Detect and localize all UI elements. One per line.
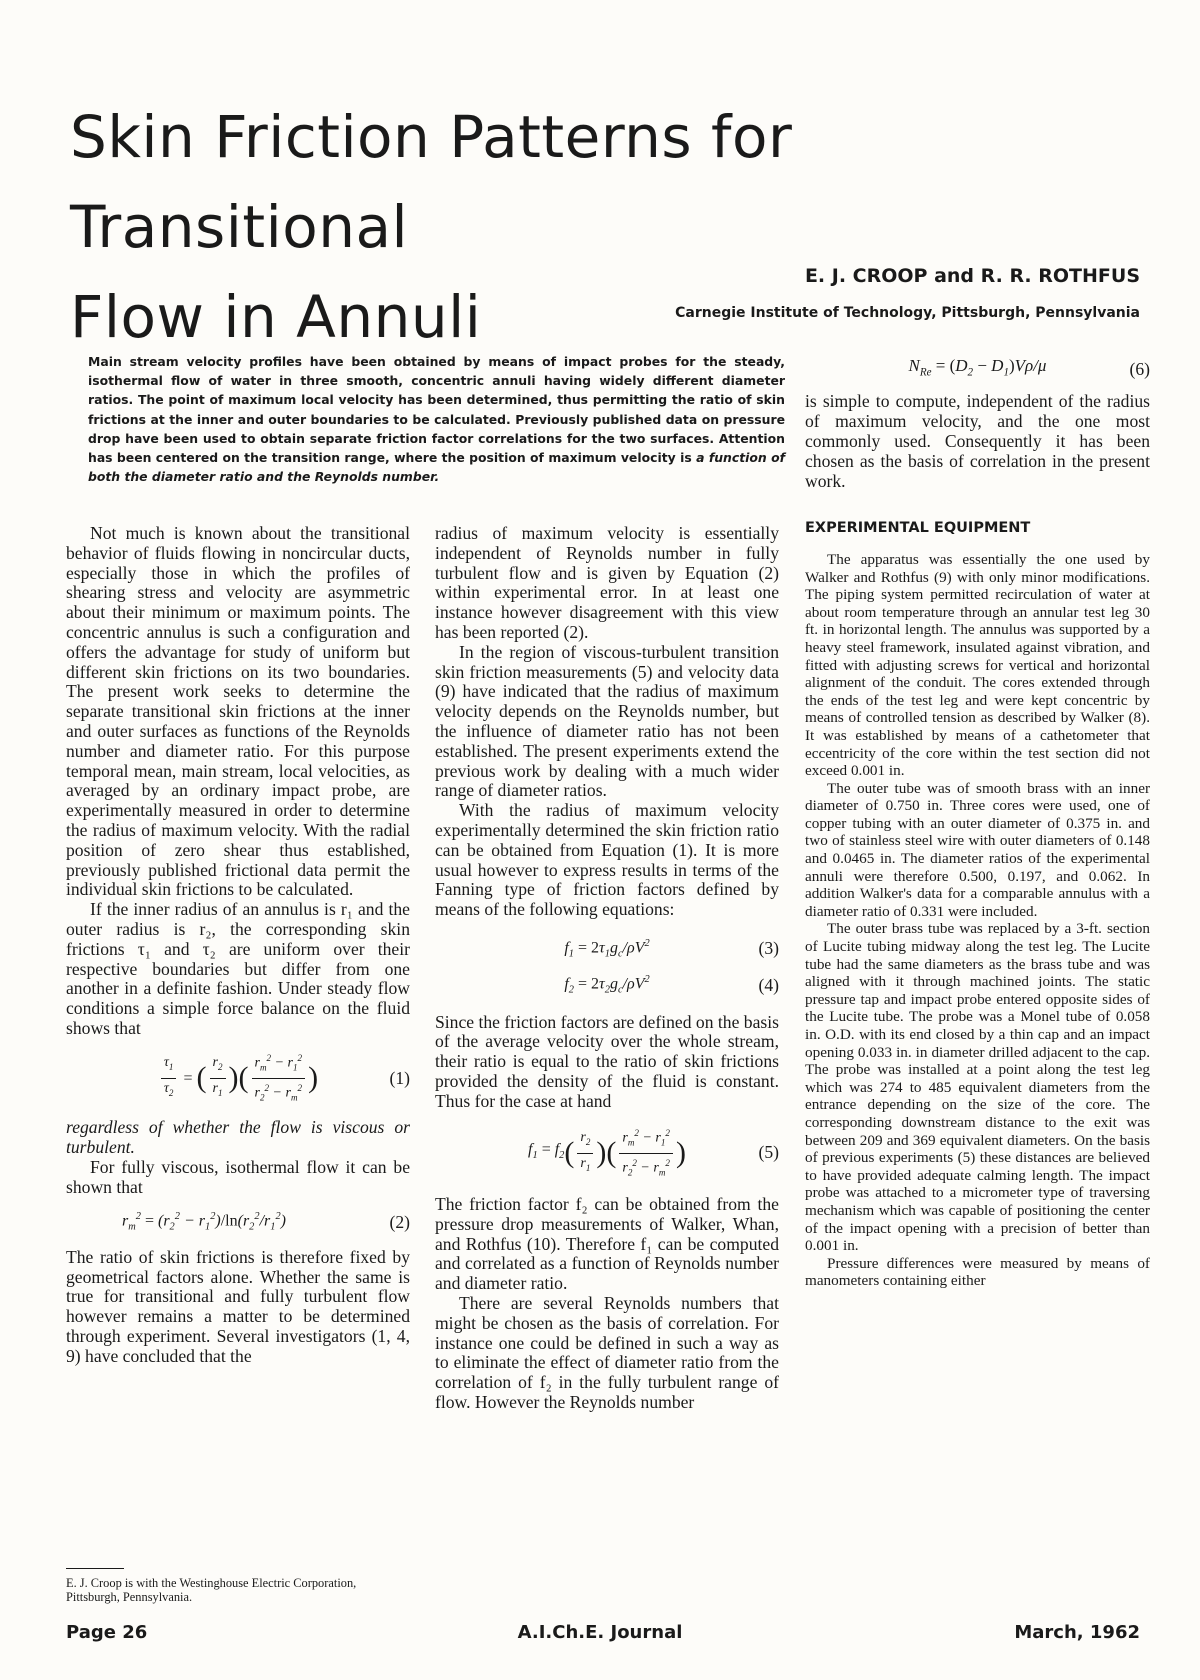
column-2 (435, 524, 779, 1413)
col3-paragraph-5: Pressure differences were measured by means of manometers containing either (805, 1254, 1150, 1290)
col3-paragraph-3: The outer tube was of smooth brass with an inner diameter of 0.750 in. Three cores were used, one of copper tubing with an outer diameter of 0.375 in. and two of stainless steel wire with outer diameters of 0.148 and 0.0465 in. The diameter ratios of the experimental annuli were therefore 0.500, 0.197, and 0.062. In addition Walker's data for a comparable annulus with a diameter ratio of 0.331 were included. (805, 779, 1150, 920)
col1-paragraph-2: If the inner radius of an annulus is r₁ and the outer radius is r₂, the corresponding skin frictions τ₁ and τ₂ are uniform over their respective boundaries but differ from one another in a definite fashion. Under steady flow conditions a simple force balance on the fluid shows that (66, 899, 410, 1038)
equation-2: $r_m^2 = (r_2^2 - r_1^2)/\ln(r_2^2/r_1^2)$ (2) (122, 1211, 410, 1233)
col2-paragraph-4: Since the friction factors are defined on the basis of the average velocity over the whole stream, their ratio is equal to the ratio of skin frictions provided the density of the fluid is constant. Thus for the case at hand (435, 1011, 779, 1111)
footnote-rule (66, 1568, 124, 1569)
equation-1: $\frac{\tau_1}{\tau_2}$ = ( $\frac{r_2}{r_1}$ ) ( $\frac{r_m^2 - r_1^2}{r_2^2 - r_m^2}$ ) (1) (66, 1049, 410, 1109)
col1-paragraph-3: regardless of whether the flow is viscous or turbulent. (66, 1117, 410, 1158)
equation-4: $f_2 = 2\tau_2g_c/\rho V^2$ (4) (564, 974, 779, 996)
footnote: E. J. Croop is with the Westinghouse Electric Corporation, Pittsburgh, Pennsylvania. (66, 1576, 357, 1604)
col1-paragraph-4: For fully viscous, isothermal flow it can be shown that (66, 1156, 410, 1197)
equation-3-number: (3) (758, 938, 779, 959)
authors: E. J. CROOP and R. R. ROTHFUS (804, 265, 1140, 287)
equation-1-number: (1) (389, 1067, 410, 1088)
col2-paragraph-2: In the region of viscous-turbulent transition skin friction measurements (5) and velocity data (9) have indicated that the radius of maximum velocity depends on the Reynolds number, but the influence of diameter ratio has not been established. The present experiments extend the previous work by dealing with a much wider range of diameter ratios. (435, 641, 779, 801)
footer-date: March, 1962 (1014, 1622, 1140, 1643)
equation-6: $N_{Re} = (D_2 - D_1)V\rho/\mu$ (6) (908, 356, 1150, 379)
equation-3: $f_1 = 2\tau_1g_c/\rho V^2$ (3) (564, 937, 779, 960)
col2-paragraph-5: The friction factor f₂ can be obtained from the pressure drop measurements of Walker, Whan, and Rothfus (10). Therefore f₁ can be computed and correlated as a function of Reynolds number and diameter ratio. (435, 1194, 779, 1294)
col3-paragraph-2: The apparatus was essentially the one used by Walker and Rothfus (9) with only minor modifications. The piping system permitted recirculation of water at about room temperature through an annular test leg 30 ft. in horizontal length. The annulus was supported by a heavy steel framework, insulated against vibration, and fitted with adjusting screws for vertical and horizontal alignment of the conduit. The cores extended through the ends of the test leg and were kept concentric by means of controlled tension as described by Walker (8). It was established by means of a cathetometer that eccentricity of the core within the test section did not exceed 0.001 in. (805, 550, 1150, 780)
equation-2-number: (2) (389, 1211, 410, 1232)
abstract (88, 352, 785, 486)
footer-journal: A.I.Ch.E. Journal (517, 1622, 683, 1643)
col3-paragraph-4: The outer brass tube was replaced by a 3-ft. section of Lucite tubing midway along the test leg. The Lucite tube had the same diameters as the brass tube and was aligned with it through machined joints. The static pressure tap and impact probe entered opposite sides of the Lucite tube. The probe was a Monel tube of 0.058 in. O.D. with its end closed by a thin cap and an impact opening 0.033 in. in diameter drilled adjacent to the cap. The probe was installed at a point along the test leg which was 274 to 485 equivalent diameters from the entrance depending on the size of the core. The corresponding downstream distance to the exit was between 209 and 369 equivalent diameters. On the basis of previous experiments (5) these distances are believed to have provided adequate calming length. The impact probe was attached to a micrometer type of traversing mechanism which was capable of positioning the center of the impact opening with a precision of better than 0.001 in. (805, 920, 1150, 1255)
equation-5: $f_1 = f_2$ ( $\frac{r_2}{r_1}$ ) ( $\frac{r_m^2 - r_1^2}{r_2^2 - r_m^2}$ ) (5) (435, 1124, 779, 1184)
col3-paragraph-1: is simple to compute, independent of the radius of maximum velocity, and the one most commonly used. Consequently it has been chosen as the basis of correlation in the present work. (805, 391, 1150, 492)
title-line-2: Flow in Annuli (70, 283, 482, 351)
col1-paragraph-1: Not much is known about the transitional behavior of fluids flowing in noncircular ducts, especially those in which the profiles of shearing stress and velocity are asymmetric about their minimum or maximum points. The concentric annulus is such a configuration and offers the advantage for study of uniform but different skin frictions on its two boundaries. The present work seeks to determine the separate transitional skin frictions at the inner and outer surfaces as functions of the Reynolds number and diameter ratio. For this purpose temporal mean, main stream, local velocities, as averaged by an ordinary impact probe, are experimentally measured in order to determine the radius of maximum velocity. With the radial position of zero shear thus established, previously published frictional data permit the individual skin frictions to be calculated. (66, 523, 410, 900)
col2-paragraph-6: There are several Reynolds numbers that might be chosen as the basis of correlation. For instance one could be defined in such a way as to eliminate the effect of diameter ratio from the correlation of f₂ in the fully turbulent range of flow. However the Reynolds number (435, 1293, 779, 1413)
col1-paragraph-5: The ratio of skin frictions is therefore fixed by geometrical factors alone. Whether the same is true for transitional and fully turbulent flow however remains a matter to be determined through experiment. Several investigators (1, 4, 9) have concluded that the (66, 1246, 410, 1366)
column-3 (805, 356, 1150, 1290)
affiliation: Carnegie Institute of Technology, Pittsburgh, Pennsylvania (675, 305, 1140, 321)
abstract-italic-text: a function of both the diameter ratio and the Reynolds number. (88, 450, 785, 485)
column-1 (66, 524, 410, 1367)
equation-5-number: (5) (758, 1142, 779, 1163)
equation-4-number: (4) (758, 974, 779, 995)
title-line-1: Skin Friction Patterns for Transitional (70, 103, 793, 261)
col2-paragraph-3: With the radius of maximum velocity experimentally determined the skin friction ratio can be obtained from Equation (1). It is more usual however to express results in terms of the Fanning type of friction factors defined by means of the following equations: (435, 800, 779, 920)
equation-6-number: (6) (1129, 358, 1150, 379)
col2-paragraph-1: radius of maximum velocity is essentially independent of Reynolds number in fully turbulent flow and is given by Equation (2) within experimental error. In at least one instance however disagreement with this view has been reported (2). (435, 523, 779, 642)
article-title (70, 92, 1130, 362)
section-heading: EXPERIMENTAL EQUIPMENT (805, 520, 1031, 537)
abstract-text: Main stream velocity profiles have been obtained by means of impact probes for the steady, isothermal flow of water in three smooth, concentric annuli having widely different diameter ratios. The point of maximum local velocity has been determined, thus permitting the ratio of skin frictions at the inner and outer boundaries to be calculated. Previously published data on pressure drop have been used to obtain separate friction factor correlations for the two surfaces. Attention has been centered on the transition range, where the position of maximum velocity is (88, 354, 785, 466)
footer-page-number: Page 26 (66, 1622, 148, 1643)
